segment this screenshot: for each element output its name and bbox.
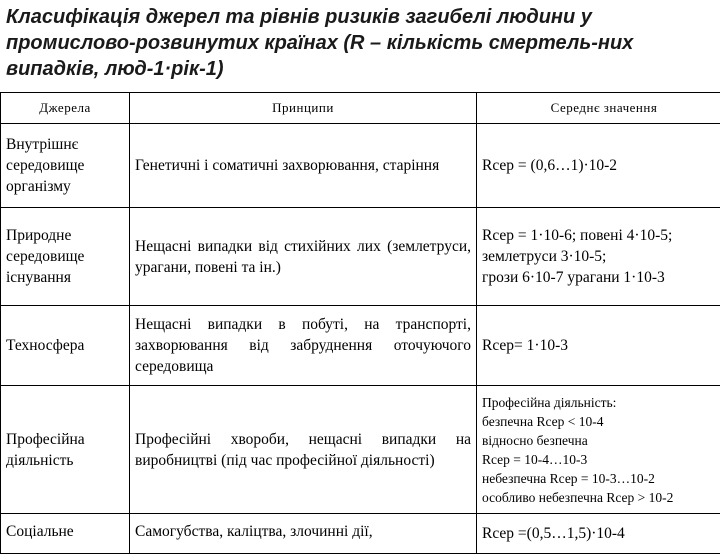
source-text: Соціальне (6, 521, 124, 542)
source-cell: Внутрішнє середовище організму (1, 124, 130, 208)
value-line: безпечна Rсер < 10-4 (482, 412, 720, 431)
source-cell: Техносфера (1, 306, 130, 386)
principle-cell: Нещасні випадки від стихійних лих (землетруси, урагани, повені та ін.) (130, 208, 477, 306)
value-line: особливо небезпечна Rсер > 10-2 (482, 488, 720, 507)
table-row (1, 514, 720, 554)
table-row (1, 386, 720, 514)
table-row (1, 306, 720, 386)
slide-title: Класифікація джерел та рівнів ризиків загибелі людини у промислово-розвинутих країнах (R – кількість смертель-них випадків, люд-1·рік-1) (6, 4, 714, 82)
column-header-average-value: Середнє значення (477, 93, 720, 124)
value-line: Rсер = 10-4…10-3 (482, 450, 720, 469)
source-cell: Професійна діяльність (1, 386, 130, 514)
value-line: землетруси 3·10-5; (482, 246, 720, 267)
value-line: Професійна діяльність: (482, 393, 720, 412)
principle-cell (130, 514, 477, 554)
value-cell (477, 514, 720, 554)
source-cell (1, 514, 130, 554)
table-row (1, 124, 720, 208)
column-header-principles: Принципи (130, 93, 477, 124)
principle-cell: Нещасні випадки в побуті, на транспорті, захворювання від забруднення оточуючого середовища (130, 306, 477, 386)
value-line: грози 6·10-7 урагани 1·10-3 (482, 267, 720, 288)
principle-text: Самогубства, каліцтва, злочинні дії, (135, 521, 471, 542)
value-cell (477, 386, 720, 514)
value-cell (477, 208, 720, 306)
column-header-sources: Джерела (1, 93, 130, 124)
value-cell (477, 124, 720, 208)
table-row (1, 208, 720, 306)
risk-classification-table (0, 92, 720, 554)
value-line: небезпечна Rсер = 10-3…10-2 (482, 469, 720, 488)
source-cell: Природне середовище існування (1, 208, 130, 306)
value-cell (477, 306, 720, 386)
principle-cell: Генетичні і соматичні захворювання, старіння (130, 124, 477, 208)
value-line: Rсер= 1·10-3 (482, 335, 720, 356)
value-line: відносно безпечна (482, 431, 720, 450)
value-line: Rсер = 1·10-6; повені 4·10-5; (482, 225, 720, 246)
value-line: Rсер = (0,6…1)·10-2 (482, 155, 720, 176)
table-header-row (1, 93, 720, 124)
value-line: Rсер =(0,5…1,5)·10-4 (482, 523, 720, 544)
principle-cell: Професійні хвороби, нещасні випадки на виробництві (під час професійної діяльності) (130, 386, 477, 514)
